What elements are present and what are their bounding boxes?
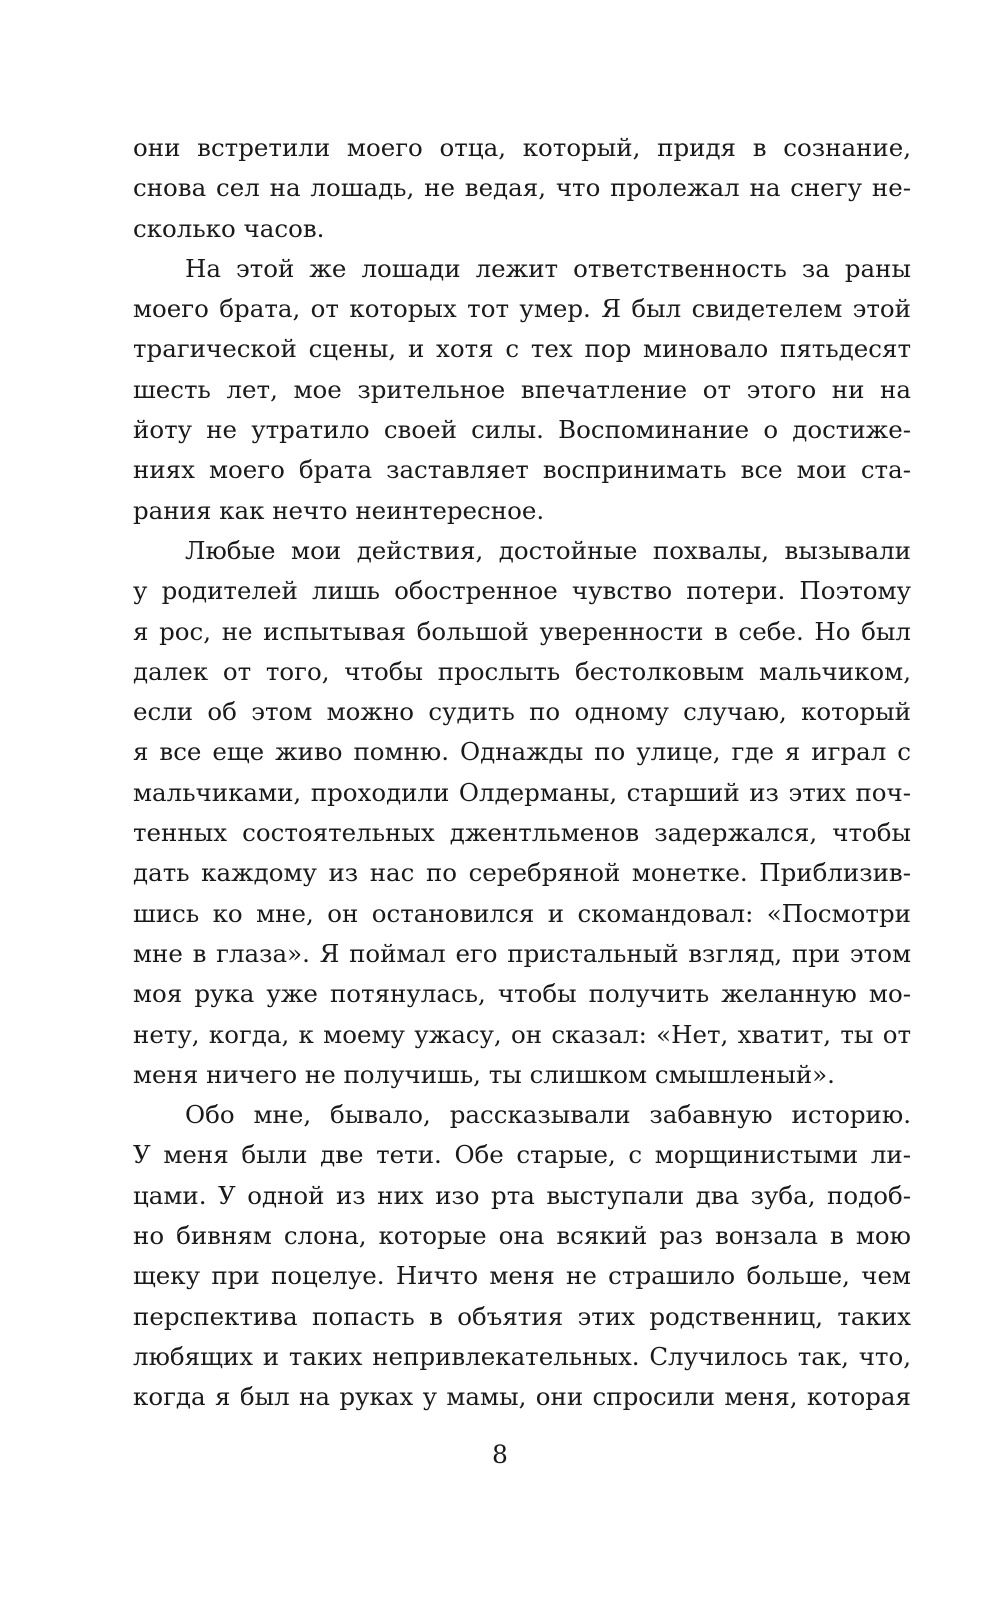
page-number: 8: [492, 1440, 508, 1469]
text-line: нету, когда, к моему ужасу, он сказал: «Нет, хватит, ты от: [133, 1019, 911, 1049]
text-line: сколько часов.: [133, 213, 325, 243]
text-line: трагической сцены, и хотя с тех пор миновало пятьдесят: [133, 334, 911, 364]
text-line: шесть лет, мое зрительное впечатление от этого ни на: [133, 374, 911, 404]
text-line: мне в глаза». Я поймал его пристальный взгляд, при этом: [133, 938, 911, 968]
text-line: я все еще живо помню. Однажды по улице, где я играл с: [133, 737, 911, 767]
text-line: дать каждому из нас по серебряной монетке. Приблизив-: [133, 858, 911, 888]
text-line: На этой же лошади лежит ответственность за раны: [185, 253, 911, 283]
text-line: когда я был на руках у мамы, они спросили меня, которая: [133, 1382, 911, 1412]
text-line: если об этом можно судить по одному случаю, который: [133, 697, 911, 727]
paragraph: [133, 249, 911, 531]
text-line: моего брата, от которых тот умер. Я был свидетелем этой: [133, 294, 911, 324]
text-line: У меня были две тети. Обе старые, с морщинистыми ли-: [133, 1140, 911, 1170]
text-line: цами. У одной из них изо рта выступали два зуба, подоб-: [133, 1180, 911, 1210]
body-text: [133, 128, 911, 1418]
text-line: Любые мои действия, достойные похвалы, вызывали: [185, 535, 911, 565]
text-line: снова сел на лошадь, не ведая, что пролежал на снегу не-: [133, 173, 911, 203]
text-line: перспектива попасть в объятия этих родственниц, таких: [133, 1301, 911, 1331]
paragraph: [133, 1095, 911, 1417]
text-line: но бивням слона, которые она всякий раз вонзала в мою: [133, 1221, 911, 1251]
text-line: йоту не утратило своей силы. Воспоминание о достиже-: [133, 415, 911, 445]
text-line: щеку при поцелуе. Ничто меня не страшило больше, чем: [133, 1261, 911, 1291]
text-line: я рос, не испытывая большой уверенности в себе. Но был: [133, 616, 911, 646]
text-line: Обо мне, бывало, рассказывали забавную историю.: [185, 1100, 911, 1130]
paragraph: [133, 128, 911, 249]
text-line: любящих и таких непривлекательных. Случилось так, что,: [133, 1341, 911, 1371]
text-line: ниях моего брата заставляет воспринимать все мои ста-: [133, 455, 911, 485]
text-line: далек от того, чтобы прослыть бестолковым мальчиком,: [133, 656, 911, 686]
paragraph: [133, 531, 911, 1095]
text-line: они встретили моего отца, который, придя в сознание,: [133, 133, 911, 162]
text-line: рания как нечто неинтересное.: [133, 495, 545, 525]
text-line: мальчиками, проходили Олдерманы, старший из этих поч-: [133, 777, 911, 807]
text-line: тенных состоятельных джентльменов задержался, чтобы: [133, 818, 911, 848]
text-line: меня ничего не получишь, ты слишком смышленый».: [133, 1059, 835, 1089]
text-line: шись ко мне, он остановился и скомандовал: «Посмотри: [133, 898, 911, 928]
text-line: моя рука уже потянулась, чтобы получить желанную мо-: [133, 979, 911, 1009]
text-line: у родителей лишь обостренное чувство потери. Поэтому: [133, 576, 911, 606]
